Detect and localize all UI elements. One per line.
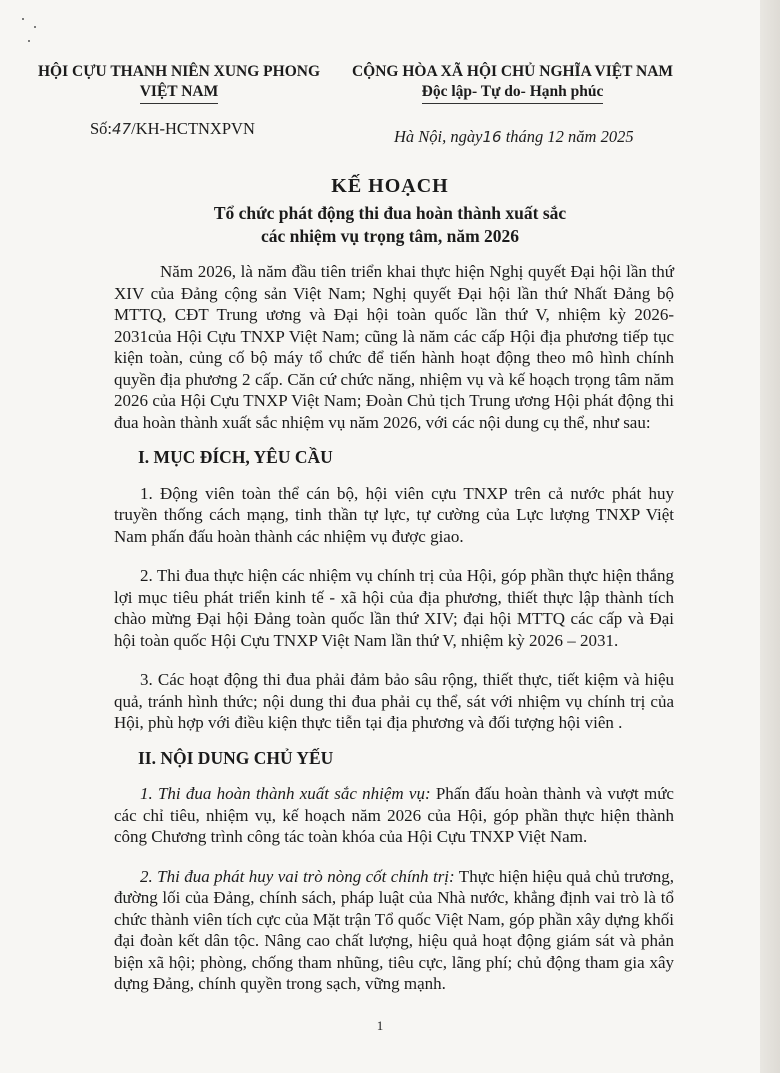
document-title: KẾ HOẠCH [331, 175, 449, 197]
section1-item-3: 3. Các hoạt động thi đua phải đảm bảo sâu rộng, thiết thực, tiết kiệm và hiệu quả, tránh hình thức; nội dung thi đua phải cụ thể, sát với nhiệm vụ chính trị của Hội, phù hợp với điều kiện thực tiễn tại địa phương và đối tượng hội viên . [114, 670, 674, 732]
doc-number-suffix: /KH-HCTNXPVN [131, 119, 255, 138]
scan-speck [22, 18, 24, 20]
section2-item-1 [114, 783, 674, 848]
section2-item-2-lead: 2. Thi đua phát huy vai trò nòng cốt chính trị: [140, 866, 455, 886]
section2-item-1-lead: 1. Thi đua hoàn thành xuất sắc nhiệm vụ: [140, 784, 431, 803]
subtitle-line2: các nhiệm vụ trọng tâm, năm 2026 [260, 226, 520, 246]
subtitle-line1: Tổ chức phát động thi đua hoàn thành xuất sắc [213, 203, 567, 223]
section1-item-1: 1. Động viên toàn thể cán bộ, hội viên cựu TNXP trên cả nước phát huy truyền thống cách mạng, tinh thần tự lực, tự cường của Lực lượng TNXP Việt Nam phấn đấu hoàn thành các nhiệm vụ được giao. [114, 483, 674, 546]
doc-number-prefix: Số: [90, 119, 113, 138]
org-name-line1: HỘI CỰU THANH NIÊN XUNG PHONG [37, 63, 321, 80]
national-header [345, 62, 680, 104]
document-body [114, 261, 674, 995]
org-name-line2: VIỆT NAM [140, 82, 219, 104]
doc-number-handwritten: 47 [112, 120, 132, 138]
section2-heading: II. NỘI DUNG CHỦ YẾU [138, 747, 334, 768]
intro-paragraph: Năm 2026, là năm đầu tiên triển khai thực hiện Nghị quyết Đại hội lần thứ XIV của Đảng cộng sản Việt Nam; Nghị quyết Đại hội lần thứ Nhất Đảng bộ MTTQ, CĐT Trung ương và Đại hội toàn quốc lần thứ V, nhiệm kỳ 2026-2031của Hội Cựu TNXP Việt Nam; cũng là năm các cấp Hội địa phương tiếp tục kiện toàn, củng cố bộ máy tổ chức để tiến hành hoạt động theo mô hình chính quyền địa phương 2 cấp. Căn cứ chức năng, nhiệm vụ và kế hoạch trọng tâm năm 2026 của Hội Cựu TNXP Việt Nam; Đoàn Chủ tịch Trung ương Hội phát động thi đua hoàn thành xuất sắc nhiệm vụ năm 2026, với các nội dung cụ thể, như sau: [114, 262, 674, 432]
organization-header [24, 62, 334, 104]
document-number [90, 119, 255, 139]
nation-name: CỘNG HÒA XÃ HỘI CHỦ NGHĨA VIỆT NAM [351, 63, 674, 80]
section2-item-2-text: Thực hiện hiệu quả chủ trương, đường lối của Đảng, chính sách, pháp luật của Nhà nước, khẳng định vai trò là tổ chức thành viên tích cực của Mặt trận Tổ quốc Việt Nam, góp phần xây dựng khối đại đoàn kết dân tộc. Nâng cao chất lượng, hiệu quả hoạt động giám sát và phản biện xã hội; phòng, chống tham nhũng, tiêu cực, lãng phí; chủ động tham gia xây dựng Đảng, chính quyền trong sạch, vững mạnh. [114, 866, 674, 993]
section1-item-2: 2. Thi đua thực hiện các nhiệm vụ chính trị của Hội, góp phần thực hiện thắng lợi mục tiêu phát triển kinh tế - xã hội của địa phương, thiết thực lập thành tích chào mừng Đại hội Đảng toàn quốc lần thứ XIV; đại hội MTTQ các cấp và Đại hội toàn quốc Hội Cựu TNXP Việt Nam lần thứ V, nhiệm kỳ 2026 – 2031. [114, 566, 674, 650]
date-after: tháng 12 năm 2025 [501, 127, 634, 146]
nation-motto: Độc lập- Tự do- Hạnh phúc [422, 82, 604, 104]
document-date [394, 127, 634, 147]
page-number: 1 [376, 1018, 384, 1033]
scan-edge [760, 0, 780, 1073]
date-before: Hà Nội, ngày [394, 127, 483, 146]
section2-item-1-text: Phấn đấu hoàn thành và vượt mức các chỉ tiêu, nhiệm vụ, kế hoạch năm 2026 của Hội, góp phần thực hiện thành công Chương trình công tác toàn khóa của Hội Cựu TNXP Việt Nam. [114, 784, 674, 846]
section2-item-2 [114, 866, 674, 995]
scan-speck [34, 26, 36, 28]
date-handwritten-day: 16 [482, 128, 502, 146]
section1-heading: I. MỤC ĐÍCH, YÊU CẦU [138, 447, 333, 467]
scan-speck [28, 40, 30, 42]
